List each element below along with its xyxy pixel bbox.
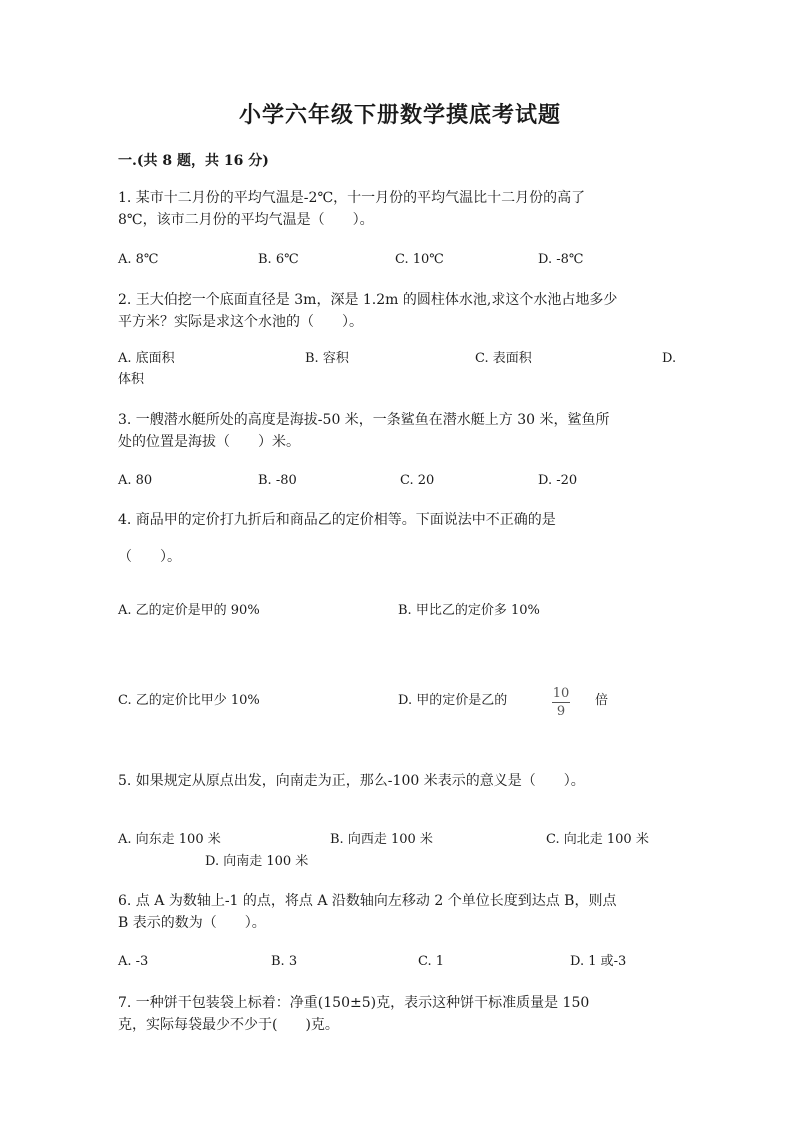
question-4-fraction [550, 686, 572, 719]
question-2-line-2: 平方米？实际是求这个水池的（ ）。 [118, 314, 363, 330]
fraction-numerator: 10 [552, 686, 570, 701]
question-3-line-1: 3. 一艘潜水艇所处的高度是海拔-50 米，一条鲨鱼在潜水艇上方 30 米，鲨鱼所 [118, 412, 610, 428]
question-4-line-1: 4. 商品甲的定价打九折后和商品乙的定价相等。下面说法中不正确的是 [118, 512, 556, 528]
question-5-option-c[interactable]: C. 向北走 100 米 [546, 832, 649, 847]
question-4-line-2: （ ）。 [118, 549, 181, 565]
question-6-line-1: 6. 点 A 为数轴上-1 的点，将点 A 沿数轴向左移动 2 个单位长度到达点 B，则点 [118, 893, 617, 909]
question-4-option-c[interactable]: C. 乙的定价比甲少 10% [118, 693, 260, 708]
question-2-option-c[interactable]: C. 表面积 [475, 351, 532, 366]
question-3-option-c[interactable]: C. 20 [400, 473, 435, 488]
question-5-option-b[interactable]: B. 向西走 100 米 [330, 832, 433, 847]
question-3-option-b[interactable]: B. -80 [258, 473, 297, 488]
question-3-line-2: 处的位置是海拔（ ）米。 [118, 434, 300, 450]
question-1-option-b[interactable]: B. 6℃ [258, 252, 299, 267]
question-2-option-b[interactable]: B. 容积 [305, 351, 349, 366]
page-title: 小学六年级下册数学摸底考试题 [238, 102, 561, 128]
question-4-option-d[interactable]: D. 甲的定价是乙的 [398, 693, 508, 708]
question-6-option-c[interactable]: C. 1 [418, 954, 445, 969]
question-6-option-a[interactable]: A. -3 [118, 954, 149, 969]
question-1-option-a[interactable]: A. 8℃ [118, 252, 159, 267]
question-1-line-1: 1. 某市十二月份的平均气温是-2℃，十一月份的平均气温比十二月份的高了 [118, 190, 586, 206]
question-5-option-a[interactable]: A. 向东走 100 米 [118, 832, 221, 847]
question-2-option-d[interactable]: D. [662, 351, 677, 366]
question-1-line-2: 8℃，该市二月份的平均气温是（ ）。 [118, 212, 374, 228]
question-6-option-b[interactable]: B. 3 [271, 954, 298, 969]
question-4-option-b[interactable]: B. 甲比乙的定价多 10% [398, 603, 540, 618]
question-1-option-d[interactable]: D. -8℃ [538, 252, 584, 267]
question-5-line-1: 5. 如果规定从原点出发，向南走为正，那么-100 米表示的意义是（ ）。 [118, 773, 585, 789]
question-4-option-d-suffix: 倍 [595, 693, 609, 708]
question-2-option-a[interactable]: A. 底面积 [118, 351, 175, 366]
question-7-line-1: 7. 一种饼干包装袋上标着：净重(150±5)克，表示这种饼干标准质量是 150 [118, 995, 590, 1011]
question-6-line-2: B 表示的数为（ ）。 [118, 915, 266, 931]
question-7-line-2: 克，实际每袋最少不少于( )克。 [118, 1017, 339, 1033]
question-2-line-1: 2. 王大伯挖一个底面直径是 3m，深是 1.2m 的圆柱体水池,求这个水池占地多少 [118, 292, 618, 308]
question-4-option-a[interactable]: A. 乙的定价是甲的 90% [118, 603, 260, 618]
question-6-option-d[interactable]: D. 1 或-3 [570, 954, 627, 969]
question-2-option-d-wrap: 体积 [118, 372, 145, 387]
question-5-option-d[interactable]: D. 向南走 100 米 [205, 854, 309, 869]
question-3-option-a[interactable]: A. 80 [118, 473, 153, 488]
fraction-bar [552, 702, 570, 703]
question-1-option-c[interactable]: C. 10℃ [395, 252, 444, 267]
question-3-option-d[interactable]: D. -20 [538, 473, 578, 488]
section-heading: 一.(共 8 题，共 16 分) [118, 153, 269, 169]
fraction-denominator: 9 [556, 704, 566, 719]
